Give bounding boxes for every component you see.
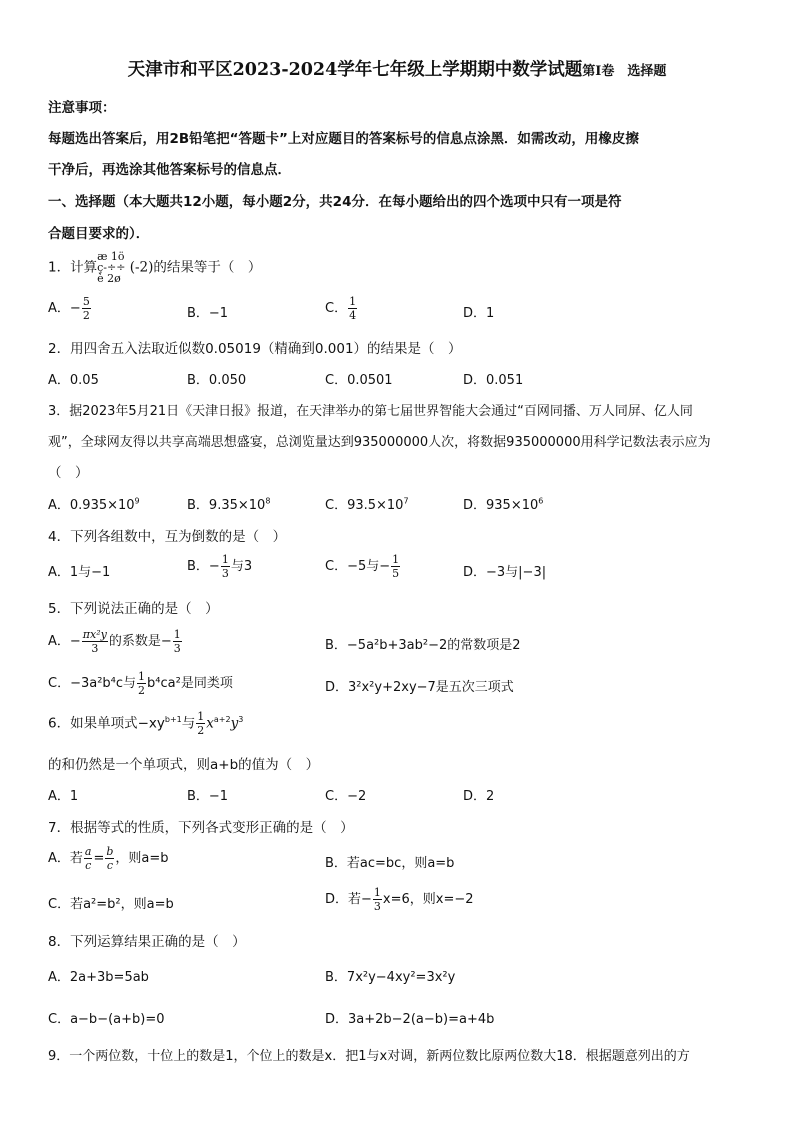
question-8-option-a: A．2a+3b=5ab — [48, 970, 149, 985]
question-8-option-b: B．7x²y−4xy²=3x²y — [325, 970, 456, 985]
title-main: 天津市和平区2023-2024学年七年级上学期期中数学试题 — [127, 60, 583, 80]
question-6-option-b: B．−1 — [187, 789, 229, 804]
question-3-option-c: C．$93.5\times 10^7$ — [325, 496, 409, 513]
notice-line-2: 干净后，再选涂其他答案标号的信息点． — [48, 162, 291, 178]
page-title — [0, 56, 794, 81]
question-1-option-b: B．−1 — [187, 306, 229, 321]
question-5-option-c: C．−3a²b⁴c与 $\frac{1}{2}$ b⁴ca²是同类项 — [48, 670, 233, 697]
question-2-option-d: D．0.051 — [463, 373, 524, 388]
question-6-option-a: A．1 — [48, 789, 79, 804]
question-4-option-b: B．− $\frac{1}{3}$ 与3 — [187, 553, 253, 580]
question-5-option-a: A．− $\frac{\text{πx²y}}{3}$ 的系数是− $\frac{1}{3}$ — [48, 628, 181, 655]
question-2-option-a: A．0.05 — [48, 373, 99, 388]
question-6-option-c: C．−2 — [325, 789, 367, 804]
question-6-line-1: 6．如果单项式$-xy^{b+1}$与 $\frac{1}{2}$ $x^{a+2}y^3$ — [48, 710, 244, 737]
question-8-option-d: D．3a+2b−2(a−b)=a+4b — [325, 1012, 495, 1027]
section-heading-line-2: 合题目要求的）． — [48, 226, 150, 242]
notice-line-1: 每题选出答案后，用2B铅笔把“答题卡”上对应题目的答案标号的信息点涂黑．如需改动，用橡皮擦 — [48, 131, 639, 147]
question-7-stem: 7．根据等式的性质，下列各式变形正确的是（ ） — [48, 820, 354, 836]
question-8-option-c: C．a−b−(a+b)=0 — [48, 1012, 165, 1027]
question-9-line-1: 9．一个两位数，十位上的数是1，个位上的数是x．把1与x对调，新两位数比原两位数大18．根据题意列出的方 — [48, 1049, 690, 1064]
question-7-option-a: A．若 $\frac{a}{c}$ = $\frac{b}{c}$ ，则a=b — [48, 845, 169, 872]
title-suffix: 第I卷 选择题 — [582, 64, 667, 79]
question-3-option-b: B．$9.35\times 10^8$ — [187, 496, 271, 513]
question-4-option-c: C．−5与− $\frac{1}{5}$ — [325, 553, 400, 580]
question-3-option-a: A．$0.935\times 10^9$ — [48, 496, 140, 513]
question-7-option-d: D．若− $\frac{1}{3}$ x=6，则x=−2 — [325, 886, 474, 913]
question-1-option-d: D．1 — [463, 306, 495, 321]
question-7-option-c: C．若a²=b²，则a=b — [48, 897, 174, 912]
question-5-option-d: D．3²x²y+2xy−7是五次三项式 — [325, 680, 514, 695]
question-6-line-2: 的和仍然是一个单项式，则a+b的值为（ ） — [48, 757, 320, 773]
question-1-option-a: A．− $\frac{5}{2}$ — [48, 295, 90, 322]
question-3-line-2: 观”，全球网友得以共享高端思想盛宴，总浏览量达到935000000人次，将数据935000000用科学记数法表示应为 — [48, 435, 711, 450]
question-3-line-3: （ ） — [48, 465, 89, 481]
question-1-option-c: C． $\frac{1}{4}$ — [325, 295, 357, 322]
question-2-stem: 2．用四舍五入法取近似数0.05019（精确到0.001）的结果是（ ） — [48, 341, 462, 357]
section-heading-line-1: 一、选择题（本大题共12小题，每小题2分，共24分．在每小题给出的四个选项中只有一项是符 — [48, 194, 622, 210]
question-7-option-b: B．若ac=bc，则a=b — [325, 856, 455, 871]
question-3-line-1: 3．据2023年5月21日《天津日报》报道，在天津举办的第七届世界智能大会通过“百网同播、万人同屏、亿人同 — [48, 404, 693, 419]
question-4-stem: 4．下列各组数中，互为倒数的是（ ） — [48, 529, 287, 545]
question-4-option-d: D．−3与|−3| — [463, 565, 547, 580]
notice-heading: 注意事项： — [48, 100, 116, 116]
question-5-option-b: B．−5a²b+3ab²−2的常数项是2 — [325, 638, 521, 653]
question-1-stem: 1．计算 æ 1ö ç-÷÷ è 2ø (-2)的结果等于（ ） — [48, 250, 262, 285]
question-8-stem: 8．下列运算结果正确的是（ ） — [48, 934, 246, 950]
question-2-option-c: C．0.0501 — [325, 373, 393, 388]
question-3-option-d: D．$935\times 10^6$ — [463, 496, 544, 513]
question-2-option-b: B．0.050 — [187, 373, 247, 388]
question-6-option-d: D．2 — [463, 789, 495, 804]
question-5-stem: 5．下列说法正确的是（ ） — [48, 601, 219, 617]
garbled-fraction: æ 1ö ç-÷÷ è 2ø — [97, 250, 126, 285]
question-4-option-a: A．1与−1 — [48, 565, 111, 580]
